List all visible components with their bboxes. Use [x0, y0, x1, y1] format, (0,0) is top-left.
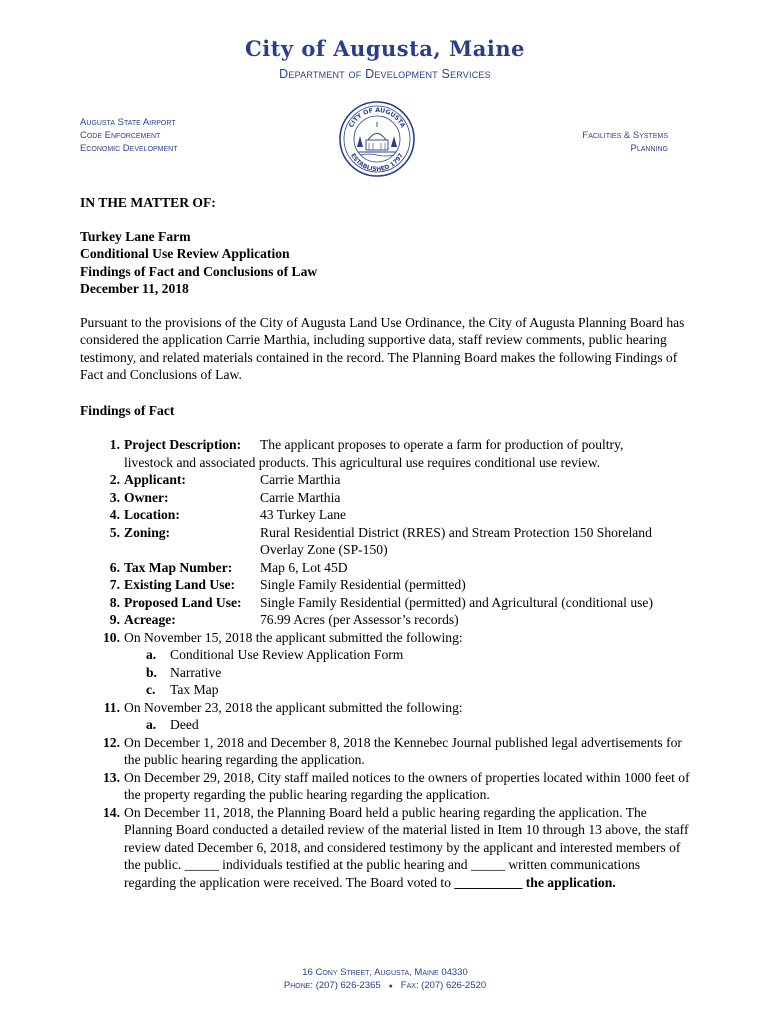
- department-name: Department of Development Services: [279, 67, 491, 81]
- finding-number: 7.: [109, 577, 120, 592]
- footer-phone: Phone: (207) 626-2365: [283, 980, 381, 991]
- finding-label: Tax Map Number:: [124, 559, 233, 575]
- finding-number: 6.: [109, 559, 120, 575]
- matter-heading: IN THE MATTER OF:: [80, 195, 216, 210]
- finding-number: 8.: [109, 594, 120, 610]
- finding-item: [80, 769, 692, 804]
- finding-number: 3.: [109, 489, 120, 505]
- finding-text: On December 1, 2018 and December 8, 2018 the Kennebec Journal published legal advertisements for the public hearing regarding the application.: [124, 734, 682, 767]
- finding-number: 14.: [103, 804, 120, 820]
- header-right-departments: [582, 129, 668, 155]
- submission-text: Deed: [170, 717, 199, 732]
- dept-code-enforcement: Code Enforcement: [80, 130, 161, 141]
- finding-item: [80, 559, 692, 577]
- finding-label: Project Description:: [124, 437, 242, 452]
- submission-letter: b.: [146, 664, 157, 680]
- finding-item: [80, 804, 692, 892]
- finding-label: Acreage:: [124, 612, 176, 627]
- finding-number: 2.: [109, 472, 120, 487]
- footer-fax: Fax: (207) 626-2520: [400, 980, 487, 991]
- submission-letter: a.: [146, 647, 157, 662]
- document-body: [80, 194, 692, 891]
- dept-facilities: Facilities & Systems: [582, 130, 668, 141]
- submission-item: [124, 646, 692, 664]
- finding-label: Proposed Land Use:: [124, 594, 242, 610]
- finding-item: [80, 734, 692, 769]
- finding-text: On December 11, 2018, the Planning Board held a public hearing regarding the application. The Planning Board conducted a detailed review of the material listed in Item 10 through 13 above, the staff review dated December 6, 2018, and considered testimony by the applicant and interested members of the public. _____ individuals testified at the public hearing and _____ written communications regarding the application were received. The Board voted to: [124, 804, 689, 890]
- finding-item: [80, 506, 692, 524]
- finding-item: [80, 524, 692, 559]
- city-title: City of Augusta, Maine: [245, 36, 525, 61]
- seal-bottom-text: ESTABLISHED 1797: [349, 152, 405, 174]
- finding-item: [80, 471, 692, 489]
- finding-value: 43 Turkey Lane: [260, 507, 347, 522]
- case-block: [80, 228, 692, 298]
- finding-text: On November 15, 2018 the applicant submitted the following:: [124, 629, 463, 645]
- case-doc-title: Findings of Fact and Conclusions of Law: [80, 263, 318, 279]
- case-name: Turkey Lane Farm: [80, 228, 191, 244]
- dept-airport: Augusta State Airport: [80, 117, 176, 128]
- page-footer: [0, 966, 770, 993]
- submission-item: [124, 681, 692, 699]
- finding-label: Existing Land Use:: [124, 577, 236, 592]
- finding-label: Owner:: [124, 489, 169, 505]
- submission-text: Conditional Use Review Application Form: [170, 647, 404, 662]
- finding-label: Applicant:: [124, 472, 186, 487]
- submission-letter: a.: [146, 717, 157, 732]
- finding-number: 9.: [109, 612, 120, 627]
- submission-text: Tax Map: [170, 682, 219, 697]
- finding-item: [80, 576, 692, 594]
- finding-item: [80, 436, 692, 471]
- finding-item: [80, 611, 692, 629]
- board-vote-text: __________ the application.: [454, 874, 616, 890]
- seal-top-text: CITY OF AUGUSTA: [347, 106, 407, 130]
- header-left-departments: [80, 116, 178, 155]
- finding-continuation: livestock and associated products. This agricultural use requires conditional use review.: [124, 454, 601, 470]
- submission-text: Narrative: [170, 664, 222, 680]
- submission-list: [124, 646, 692, 699]
- finding-number: 13.: [103, 769, 120, 785]
- finding-value: Single Family Residential (permitted): [260, 577, 466, 592]
- finding-value: Rural Residential District (RRES) and Stream Protection 150 Shoreland Overlay Zone (SP-150): [260, 524, 652, 557]
- case-type: Conditional Use Review Application: [80, 246, 290, 261]
- case-date: December 11, 2018: [80, 281, 189, 296]
- finding-value: The applicant proposes to operate a farm for production of poultry,: [260, 437, 624, 452]
- finding-number: 1.: [109, 437, 120, 452]
- finding-number: 10.: [103, 629, 120, 645]
- finding-value: Carrie Marthia: [260, 472, 341, 487]
- finding-text: On November 23, 2018 the applicant submitted the following:: [124, 699, 463, 715]
- finding-item: [80, 489, 692, 507]
- finding-value: Carrie Marthia: [260, 489, 341, 505]
- findings-heading: Findings of Fact: [80, 402, 175, 418]
- finding-label: Location:: [124, 507, 180, 522]
- footer-contact: [0, 979, 770, 993]
- submission-letter: c.: [146, 682, 156, 697]
- city-seal-icon: [338, 100, 416, 178]
- footer-address: 16 Cony Street, Augusta, Maine 04330: [302, 967, 468, 978]
- submission-item: [124, 664, 692, 682]
- finding-item: [80, 699, 692, 734]
- finding-text: On December 29, 2018, City staff mailed notices to the owners of properties located within 1000 feet of the property regarding the public hearing regarding the application.: [124, 769, 690, 802]
- finding-value: Map 6, Lot 45D: [260, 559, 348, 575]
- finding-number: 11.: [103, 699, 120, 715]
- dept-planning: Planning: [630, 143, 668, 154]
- finding-item: [80, 594, 692, 612]
- submission-list: [124, 716, 692, 734]
- finding-text-wrapper: [124, 804, 692, 892]
- finding-value: 76.99 Acres (per Assessor’s records): [260, 612, 459, 627]
- finding-number: 4.: [109, 507, 120, 522]
- finding-number: 12.: [103, 734, 120, 750]
- dept-economic-development: Economic Development: [80, 143, 178, 154]
- intro-paragraph: Pursuant to the provisions of the City of Augusta Land Use Ordinance, the City of Augusta Planning Board has considered the application Carrie Marthia, including supportive data, staff review comments, public hearing testimony, and related materials contained in the record. The Planning Board makes the following Findings of Fact and Conclusions of Law.: [80, 314, 685, 382]
- finding-number: 5.: [109, 524, 120, 540]
- finding-label: Zoning:: [124, 524, 171, 540]
- findings-list: [80, 436, 692, 891]
- bullet-icon: ●: [388, 983, 393, 990]
- finding-value: Single Family Residential (permitted) and Agricultural (conditional use): [260, 594, 653, 610]
- submission-item: [124, 716, 692, 734]
- finding-item: [80, 629, 692, 699]
